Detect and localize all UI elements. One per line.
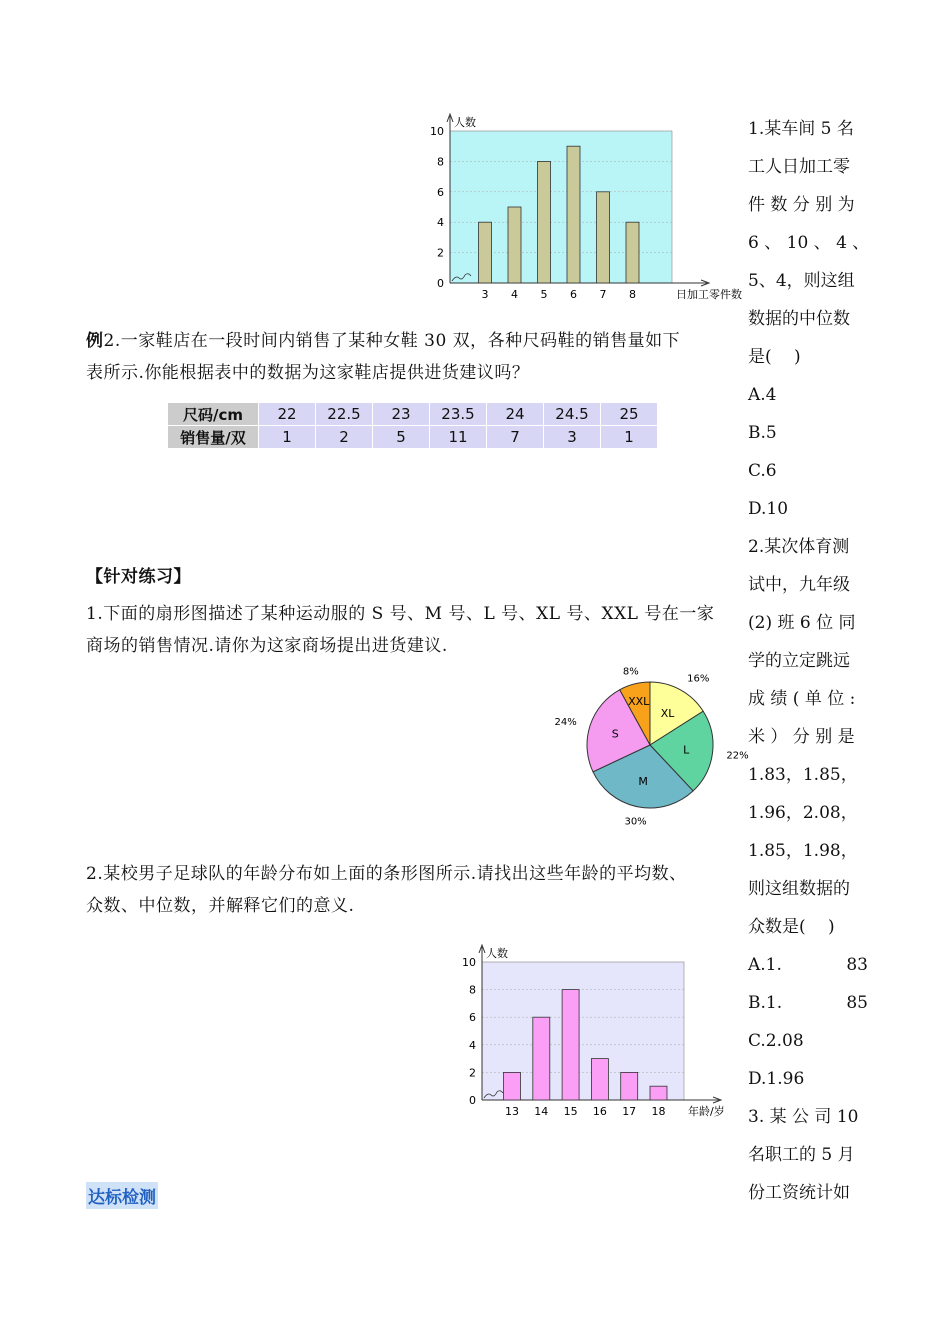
- side-q1-line: 6 、 10 、 4 、: [748, 233, 870, 253]
- table-cell: 22: [259, 403, 316, 426]
- side-q1-option-d: D.10: [748, 499, 789, 519]
- x-tick-label: 16: [592, 1105, 607, 1118]
- side-q1-option-b: B.5: [748, 423, 777, 443]
- table-cell: 23: [373, 403, 430, 426]
- bar: [621, 1072, 638, 1100]
- table-cell: 24: [487, 403, 544, 426]
- y-tick-label: 8: [437, 155, 444, 169]
- side-q1-line: 5、4，则这组: [748, 271, 855, 291]
- pie-percent-label: 16%: [687, 673, 710, 685]
- bar: [567, 146, 580, 283]
- bar: [650, 1086, 667, 1100]
- bar: [533, 1017, 550, 1100]
- y-tick-label: 4: [437, 216, 444, 230]
- side-q2-line: 1.83，1.85，: [748, 765, 858, 785]
- side-q2-line: 成 绩 ( 单 位 :: [748, 689, 856, 709]
- side-q3-line: 份工资统计如: [748, 1183, 850, 1203]
- x-tick-label: 4: [511, 288, 518, 301]
- table-row-sales: [168, 426, 658, 449]
- bar: [504, 1072, 521, 1100]
- side-q3-line: 名职工的 5 月: [748, 1145, 855, 1165]
- y-tick-label: 0: [437, 277, 444, 290]
- y-axis-label: 人数: [454, 116, 476, 129]
- y-tick-label: 10: [462, 956, 476, 969]
- side-q2-option-c: C.2.08: [748, 1031, 804, 1051]
- table-cell: 2: [316, 426, 373, 449]
- practice-q1: [86, 598, 746, 662]
- bar: [591, 1059, 608, 1100]
- pie-slice-label: XXL: [628, 695, 650, 709]
- side-q1-line: 数据的中位数: [748, 309, 850, 329]
- table-cell: 23.5: [430, 403, 487, 426]
- pie-percent-label: 30%: [624, 816, 647, 828]
- table-row-size: [168, 403, 658, 426]
- practice-q2-line2: 众数、中位数，并解释它们的意义.: [86, 896, 355, 916]
- pie-percent-label: 8%: [622, 666, 639, 678]
- example-2-line2: 表所示.你能根据表中的数据为这家鞋店提供进货建议吗？: [86, 363, 530, 383]
- x-tick-label: 14: [534, 1105, 549, 1118]
- pie-slice-label: S: [611, 727, 619, 741]
- y-tick-label: 6: [437, 185, 444, 199]
- x-tick-label: 15: [563, 1105, 578, 1118]
- practice-q1-line1: 1.下面的扇形图描述了某种运动服的 S 号、M 号、L 号、XL 号、XXL 号在一家: [86, 604, 715, 624]
- x-tick-label: 13: [505, 1105, 519, 1118]
- x-axis-label: 日加工零件数: [676, 288, 742, 301]
- side-q1-line: 工人日加工零: [748, 157, 850, 177]
- table-header-size: 尺码/cm: [168, 403, 259, 426]
- y-tick-label: 8: [469, 983, 476, 997]
- option-a-part: A.1.: [748, 955, 782, 975]
- shoe-sales-table: [167, 402, 658, 449]
- bar: [508, 207, 521, 283]
- bar: [479, 222, 492, 283]
- pie-slice-label: L: [683, 743, 690, 757]
- bar: [538, 161, 551, 283]
- table-cell: 3: [544, 426, 601, 449]
- example-label: 例: [86, 331, 104, 351]
- side-q2-line: 1.96，2.08，: [748, 803, 858, 823]
- y-tick-label: 10: [430, 125, 444, 138]
- x-tick-label: 18: [651, 1105, 666, 1118]
- option-a-part: 83: [846, 955, 868, 975]
- y-tick-label: 2: [437, 246, 444, 260]
- side-q2-line: 试中，九年级: [748, 575, 850, 595]
- x-tick-label: 3: [481, 288, 489, 301]
- bar: [562, 990, 579, 1100]
- side-q2-option-d: D.1.96: [748, 1069, 805, 1089]
- side-q2-line: 学的立定跳远: [748, 651, 850, 671]
- table-cell: 25: [601, 403, 658, 426]
- side-q2-line: 2.某次体育测: [748, 537, 850, 557]
- side-q2-option-a: [748, 946, 868, 984]
- side-q2-line: 则这组数据的: [748, 879, 850, 899]
- practice-q1-line2: 商场的销售情况.请你为这家商场提出进货建议.: [86, 636, 448, 656]
- pie-percent-label: 22%: [726, 750, 749, 762]
- y-axis-label: 人数: [486, 947, 508, 960]
- practice-heading: 【针对练习】: [86, 567, 191, 587]
- pie-slice-label: M: [638, 774, 648, 788]
- table-cell: 1: [601, 426, 658, 449]
- side-q3-line: 3. 某 公 司 10: [748, 1107, 859, 1127]
- bar: [597, 192, 610, 283]
- pie-slice-label: XL: [660, 706, 675, 720]
- option-b-part: 85: [846, 993, 868, 1013]
- practice-q2: [86, 858, 746, 922]
- x-tick-label: 6: [570, 288, 577, 301]
- table-header-sales: 销售量/双: [168, 426, 259, 449]
- table-cell: 5: [373, 426, 430, 449]
- example-2-line1: 2.一家鞋店在一段时间内销售了某种女鞋 30 双，各种尺码鞋的销售量如下: [103, 331, 681, 351]
- side-q1-line: 1.某车间 5 名: [748, 119, 854, 139]
- table-cell: 11: [430, 426, 487, 449]
- practice-q2-line1: 2.某校男子足球队的年龄分布如上面的条形图所示.请找出这些年龄的平均数、: [86, 864, 687, 884]
- x-tick-label: 8: [629, 288, 636, 301]
- y-tick-label: 6: [469, 1011, 476, 1025]
- bar-chart-daily-parts: [420, 110, 750, 305]
- bar-chart-age: [435, 928, 745, 1123]
- y-tick-label: 0: [469, 1094, 476, 1107]
- pie-percent-label: 24%: [554, 717, 577, 729]
- side-q2-line: (2) 班 6 位 同: [748, 613, 856, 633]
- x-axis-label: 年龄/岁: [688, 1105, 725, 1118]
- table-cell: 22.5: [316, 403, 373, 426]
- side-q1-line: 是( ): [748, 347, 801, 367]
- y-tick-label: 2: [469, 1066, 476, 1080]
- table-cell: 24.5: [544, 403, 601, 426]
- x-tick-label: 17: [622, 1105, 637, 1118]
- side-q2-line: 1.85，1.98，: [748, 841, 858, 861]
- side-question-1: [748, 110, 868, 1212]
- side-q1-option-a: A.4: [748, 385, 777, 405]
- bar: [626, 222, 639, 283]
- section-title: 达标检测: [86, 1182, 158, 1209]
- pie-chart-sportswear: [554, 665, 749, 828]
- side-q2-line: 众数是( ): [748, 917, 835, 937]
- x-tick-label: 7: [599, 288, 607, 301]
- table-cell: 1: [259, 426, 316, 449]
- side-q1-line: 件 数 分 别 为: [748, 195, 855, 215]
- example-2: [86, 325, 746, 389]
- side-q2-line: 米 ） 分 别 是: [748, 727, 855, 747]
- table-cell: 7: [487, 426, 544, 449]
- y-tick-label: 4: [469, 1038, 476, 1052]
- option-b-part: B.1.: [748, 993, 783, 1013]
- side-q2-option-b: [748, 984, 868, 1022]
- x-tick-label: 5: [540, 288, 548, 301]
- side-q1-option-c: C.6: [748, 461, 777, 481]
